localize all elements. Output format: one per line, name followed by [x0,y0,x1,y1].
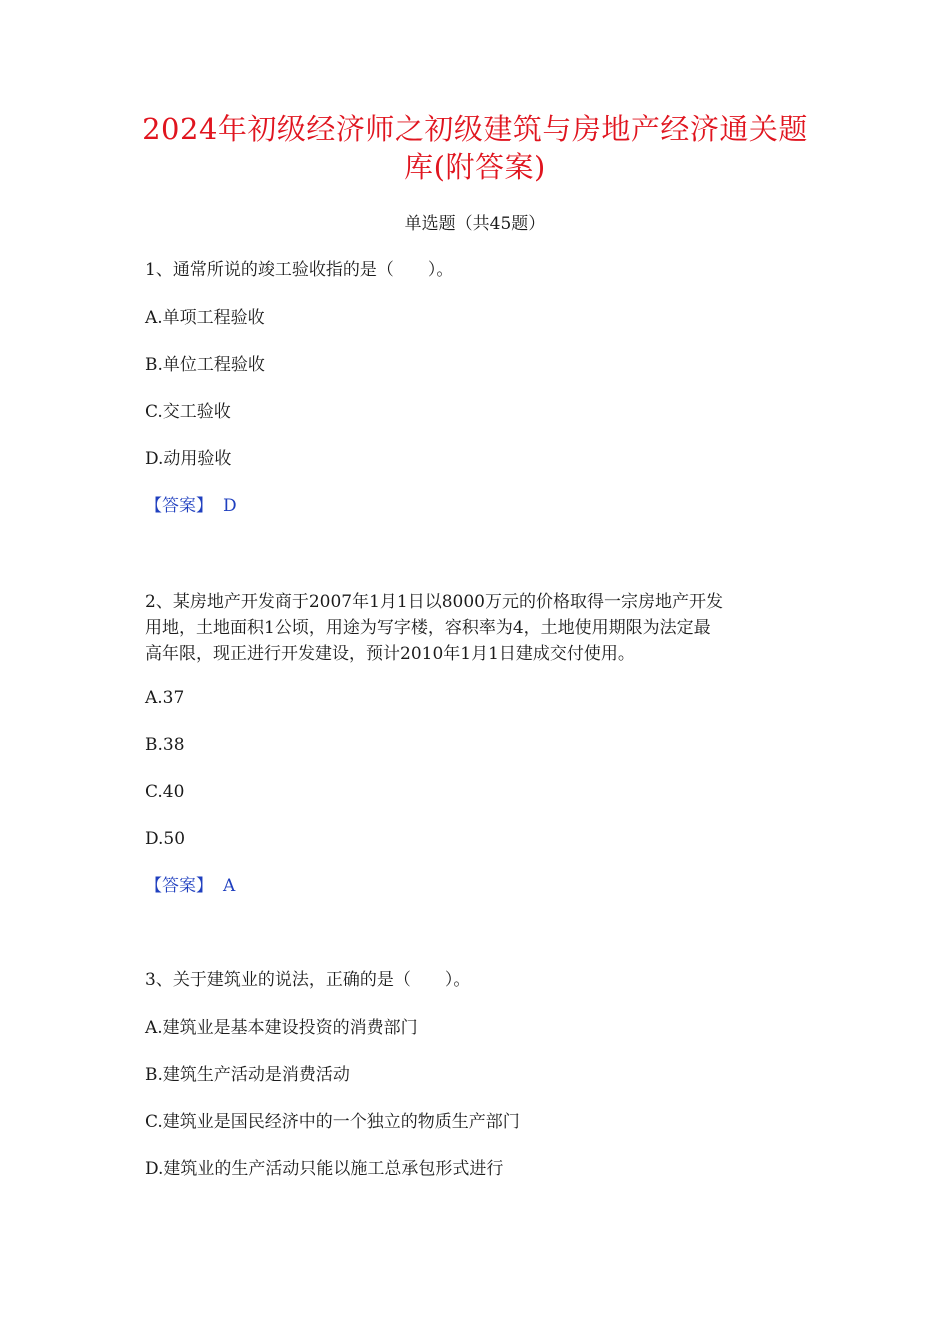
question-2-stem-line-3: 高年限，现正进行开发建设，预计2010年1月1日建成交付使用。 [145,644,635,664]
question-2-stem-line-2: 用地，土地面积1公顷，用途为写字楼，容积率为4，土地使用期限为法定最 [145,618,711,638]
question-1-option-a: A.单项工程验收 [145,308,265,328]
question-2-option-d: D.50 [145,829,186,849]
question-1-option-b: B.单位工程验收 [145,355,265,375]
question-2-stem-line-1: 2、某房地产开发商于2007年1月1日以8000万元的价格取得一宗房地产开发 [145,592,723,612]
document-title [0,110,950,186]
document-title-line-1: 2024年初级经济师之初级建筑与房地产经济通关题 [142,112,808,146]
question-2-stem [145,589,815,667]
question-2-option-a: A.37 [145,688,185,708]
question-1-answer [145,494,237,518]
answer-value: A [223,876,236,896]
question-2-option-c: C.40 [145,782,185,802]
question-1-option-d: D.动用验收 [145,449,232,469]
answer-label: 【答案】 [145,496,213,516]
answer-value: D [223,496,237,516]
section-heading: 单选题（共45题） [404,214,546,234]
question-1-stem: 1、通常所说的竣工验收指的是（ ）。 [145,260,454,280]
document-title-line-2: 库(附答案) [404,150,546,184]
question-3-option-a: A.建筑业是基本建设投资的消费部门 [145,1018,418,1038]
question-3-stem: 3、关于建筑业的说法，正确的是（ ）。 [145,970,471,990]
question-2-option-b: B.38 [145,735,185,755]
question-3-option-d: D.建筑业的生产活动只能以施工总承包形式进行 [145,1159,504,1179]
question-2-answer [145,874,235,898]
answer-label: 【答案】 [145,876,213,896]
question-3-option-c: C.建筑业是国民经济中的一个独立的物质生产部门 [145,1112,520,1132]
question-3-option-b: B.建筑生产活动是消费活动 [145,1065,350,1085]
question-1-option-c: C.交工验收 [145,402,231,422]
